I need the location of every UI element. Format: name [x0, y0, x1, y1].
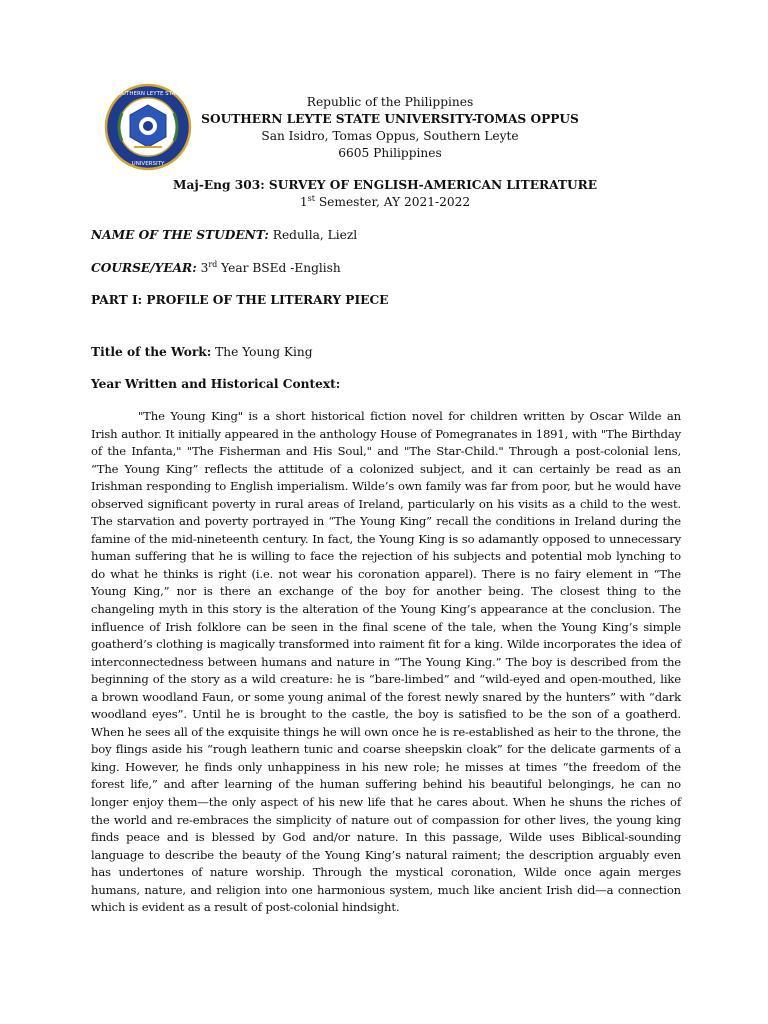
body-paragraph: "The Young King" is a short historical fiction novel for children written by Oscar Wilde an Irish author. It initially appeared in the anthology House of Pomegranates in 1891, with "The Birthday of the Infanta," "The Fisherman and His Soul," and "The Star-Child." Through a post-colonial lens, “The Young King” reflects the attitude of a colonized subject, and it can certainly be read as an Irishman responding to English imperialism. Wilde’s own family was far from poor, but he would have observed significant poverty in rural areas of Ireland, particularly on his visits as a child to the west. The starvation and poverty portrayed in “The Young King” recall the conditions in Ireland during the famine of the mid-nineteenth century. In fact, the Young King is so adamantly opposed to unnecessary human suffering that he is willing to face the rejection of his subjects and potential mob lynching to do what he thinks is right (i.e. not wear his coronation apparel). There is no fairy element in “The Young King,” nor is there an exchange of the boy for another being. The closest thing to the changeling myth in this story is the alteration of the Young King’s appearance at the conclusion. The influence of Irish folklore can be seen in the final scene of the tale, when the Young King’s simple goatherd’s clothing is magically transformed into raiment fit for a king. Wilde incorporates the idea of interconnectedness between humans and nature in “The Young King.” The boy is described from the beginning of the story as a wild creature: he is “bare-limbed” and “wild-eyed and open-mouthed, like a brown woodland Faun, or some young animal of the forest newly snared by the hunters” with “dark woodland eyes”. Until he is brought to the castle, the boy is satisfied to be the son of a goatherd. When he sees all of the exquisite things he will own once he is re-established as heir to the throne, the boy flings aside his “rough leathern tunic and coarse sheepskin cloak” for the delicate garments of a king. However, he finds only unhappiness in his new role; he misses at times “the freedom of the forest life,” and after learning of the human suffering behind his beautiful belongings, he can no longer enjoy them—the only aspect of his new life that he cares about. When he shuns the riches of the world and re-embraces the simplicity of nature out of compassion for other lives, the young king finds peace and is blessed by God and/or nature. In this passage, Wilde uses Biblical-sounding language to describe the beauty of the Young King’s natural raiment; the description arguably even has undertones of nature worship. Through the mystical coronation, Wilde once again merges humans, nature, and religion into one harmonious system, much like ancient Irish did—a connection which is evident as a result of post-colonial hindsight.	[91, 409, 681, 915]
year-suffix: rd	[208, 259, 218, 269]
semester-text: Semester, AY 2021-2022	[314, 195, 471, 209]
year-number: 3	[196, 261, 209, 275]
semester-line	[150, 194, 620, 211]
course-year-value: Year BSEd -English	[217, 261, 341, 275]
student-name-value: Redulla, Liezl	[268, 228, 358, 242]
university-seal-logo	[104, 83, 192, 171]
document-header	[180, 94, 600, 162]
title-of-work-value: The Young King	[211, 345, 313, 359]
svg-text:UNIVERSITY: UNIVERSITY	[131, 161, 165, 167]
svg-text:SOUTHERN LEYTE STATE: SOUTHERN LEYTE STATE	[114, 91, 182, 97]
title-of-work-row	[91, 345, 313, 359]
course-title: Maj-Eng 303: SURVEY OF ENGLISH-AMERICAN LITERATURE	[172, 178, 598, 192]
university-address: San Isidro, Tomas Oppus, Southern Leyte	[261, 129, 519, 143]
republic-line: Republic of the Philippines	[306, 95, 474, 109]
context-heading: Year Written and Historical Context:	[91, 377, 341, 391]
course-info	[150, 177, 620, 211]
semester-number: 1	[299, 195, 308, 209]
zip-country: 6605 Philippines	[338, 146, 442, 160]
part-heading: PART I: PROFILE OF THE LITERARY PIECE	[91, 293, 389, 307]
course-year-row	[91, 260, 341, 277]
student-name-row	[91, 227, 357, 244]
semester-suffix: st	[307, 193, 315, 203]
title-of-work-label: Title of the Work:	[91, 345, 212, 359]
student-name-label: NAME OF THE STUDENT:	[91, 228, 269, 242]
university-name: SOUTHERN LEYTE STATE UNIVERSITY-TOMAS OPPUS	[201, 112, 579, 126]
course-year-label: COURSE/YEAR:	[91, 261, 197, 275]
